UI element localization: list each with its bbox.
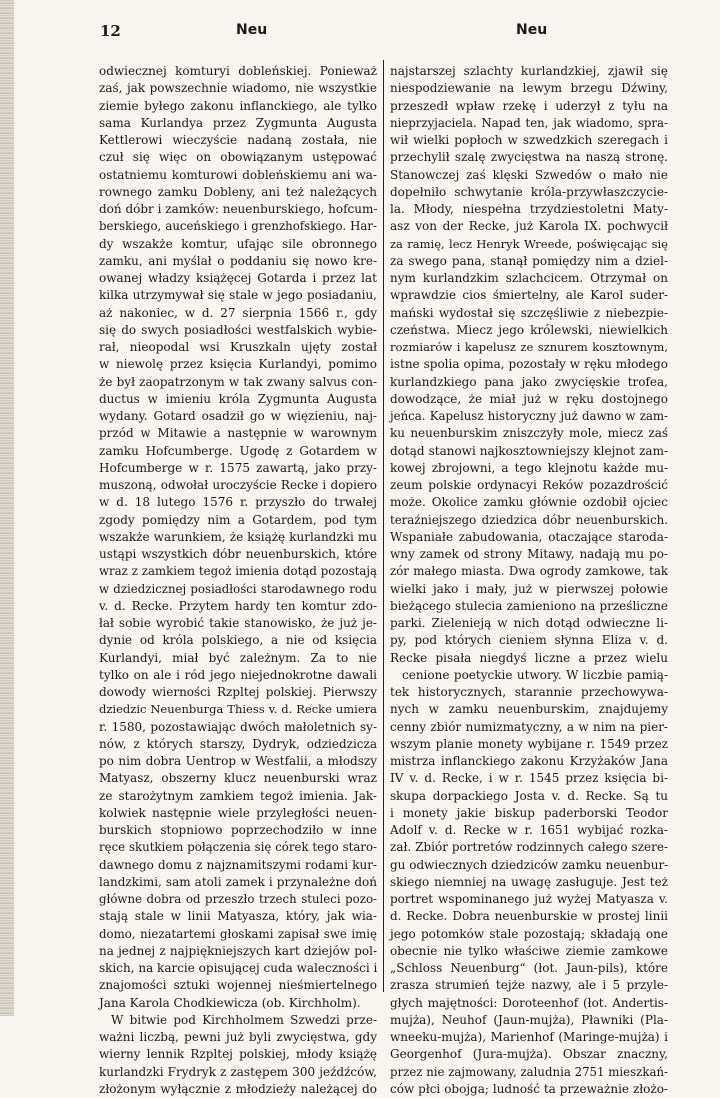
text-line: Stanowczej zaś klęski Szwedów o mało nie: [390, 167, 668, 182]
text-line: berskiego, auceńskiego i grenzhofskiego. Har-: [99, 219, 377, 234]
text-line: Kettlerowi wieczyście nadaną została, nie: [99, 133, 377, 147]
text-line: wydany. Gotard osadził go w więzieniu, naj-: [99, 409, 377, 423]
text-line: d. Recke. Dobra neuenburskie w prostej linii: [390, 909, 668, 924]
text-line: Recke pisała niegdyś liczne a przez wielu: [390, 650, 668, 665]
text-line: wraz z zamkiem tegoż imienia dotąd pozostają: [99, 564, 377, 579]
text-line: asz von der Recke, już Karola IX. pochwycił: [390, 219, 668, 234]
text-line: mujża), Neuhof (Jaun-mujża), Pławniki (Pla-: [390, 1012, 668, 1027]
text-line: i monety jakie biskup paderborski Teodor: [390, 805, 668, 820]
text-line: złożonym wyłącznie z młodzieży należącej do: [99, 1081, 377, 1096]
text-line: dowody wierności Rzpltej polskiej. Pierwszy: [99, 685, 377, 699]
running-head-right: Neu: [516, 22, 548, 38]
text-line: Hofcumberge w r. 1575 zawartą, jako przy-: [99, 460, 377, 475]
text-line: w d. 18 lutego 1576 r. przyszło do trwałej: [99, 495, 377, 510]
text-line: sama Kurlandya przez Zygmunta Augusta: [99, 115, 377, 130]
text-line: portret wspominanego już wyżej Matyasza v.: [390, 892, 668, 906]
text-line: wił wielki popłoch w szwedzkich szeregach i: [390, 133, 668, 147]
text-line: obecnie nie tylko właściwe ziemie zamkowe: [390, 943, 668, 958]
text-line: stają stale w linii Matyasza, który, jak wia-: [99, 909, 377, 924]
text-line: kurlandzki Frydryk z zastępem 300 jeźdźców,: [99, 1064, 377, 1079]
text-line: niespodziewanie na lewym brzegu Dźwiny,: [390, 81, 668, 96]
text-line: za swego pana, stanął pomiędzy nim a dziel-: [390, 253, 668, 268]
text-line: domo, niezatartemi głoskami zapisał swe imię: [99, 926, 377, 941]
text-line: głych majętności: Doroteenhof (łot. Andertis-: [390, 995, 668, 1010]
text-line: „Schloss Neuenburg“ (łot. Jaun-pils), które: [390, 961, 668, 975]
text-line: bieżącego stulecia zamieniono na prześliczne: [390, 598, 668, 613]
text-line: najstarszej szlachty kurlandzkiej, zjawił się: [390, 64, 668, 78]
text-line: wny zamek od strony Mitawy, nadają mu po-: [390, 547, 668, 561]
text-line: nieprzyjaciela. Napad ten, jak wiadomo, spra-: [390, 115, 668, 130]
text-line: owanej władzy książęcej Gotarda i przez lat: [99, 271, 377, 285]
text-line: wszym planie monety wybijane r. 1549 przez: [390, 736, 668, 751]
text-line: istne spolia opima, pozostały w ręku młodego: [390, 357, 668, 372]
text-line: rał, nieopodal wsi Kruszkaln ujęty został: [99, 340, 377, 354]
text-line: mistrza inflanckiego zakonu Krzyżaków Jana: [390, 754, 668, 768]
text-line: ców płci obojga; ludność ta przeważnie złożo-: [390, 1081, 668, 1096]
text-line: znajomości sztuki wojennej nieśmiertelnego: [99, 978, 377, 993]
text-line: dynie od króla polskiego, a nie od księcia: [99, 633, 377, 648]
scanned-page-edge: [0, 0, 14, 1016]
text-line: czeństwa. Miecz jego królewski, niewielkich: [390, 322, 668, 337]
text-line: burskich stopniowo poprzechodziło w inne: [99, 823, 377, 837]
text-line: że był zaopatrzonym w tak zwany salvus con-: [99, 374, 377, 389]
text-line: w dziedzicznej posiadłości starodawnego rodu: [99, 581, 377, 596]
text-line: jeńca. Kapelusz historyczny już dawno w zam-: [390, 409, 668, 423]
running-head-left: Neu: [236, 22, 268, 38]
text-line: nym kurlandzkim szlachcicem. Otrzymał on: [390, 271, 668, 285]
text-line: Adolf v. d. Recke w r. 1651 wybijać rozka-: [390, 823, 668, 837]
text-line: zór małego miasta. Dwa ogrody zamkowe, tak: [390, 564, 668, 579]
text-line: zamku Hofcumberge. Ugodę z Gotardem w: [99, 443, 377, 458]
text-line: zał. Zbiór portretów rodzinnych całego szere-: [390, 840, 668, 855]
text-line: wierny lennik Rzpltej polskiej, młody książę: [99, 1047, 377, 1062]
text-line: dawnego domu z najznamitszymi rodami kur-: [99, 857, 377, 872]
text-line: ustąpi wszystkich dóbr neuenburskich, które: [99, 547, 377, 561]
text-line: cenione poetyckie utwory. W liczbie pamią-: [402, 667, 668, 682]
text-line: nych w zamku neuenburskim, znajdujemy: [390, 702, 668, 717]
text-line: przechylił szalę zwycięstwa na naszą stronę.: [390, 150, 668, 165]
text-line: się do swych posiadłości westfalskich wybie-: [99, 322, 377, 337]
text-line: dziedzic Neuenburga Thiess v. d. Recke umiera: [99, 702, 377, 717]
text-line: Georgenhof (Jura-mujża). Obszar znaczny,: [390, 1047, 668, 1062]
text-line: zamku, ani myślał o poddaniu się nowo kre-: [99, 253, 377, 268]
text-line: kilka utrzymywał się stale w jego posiadaniu,: [99, 288, 377, 303]
text-line: ręce skutkiem połączenia się córek tego staro-: [99, 840, 377, 855]
page-number: 12: [100, 22, 121, 40]
text-line: IV v. d. Recke, i w r. 1545 przez księcia bi-: [390, 771, 668, 786]
text-line: dotąd stanowi najkosztowniejszy klejnot zam-: [390, 443, 668, 458]
text-line: łał sobie wyrobić takie stanowisko, że już je-: [99, 616, 377, 630]
text-line: Wspaniałe zabudowania, otaczające staroda-: [390, 529, 668, 544]
text-line: ziemie byłego zakonu inflanckiego, ale tylko: [99, 98, 377, 113]
text-line: v. d. Recke. Przytem hardy ten komtur zdo-: [99, 598, 377, 613]
text-line: w niewolę przez księcia Kurlandyi, pomimo: [99, 357, 377, 372]
text-line: aż nakoniec, w d. 27 sierpnia 1566 r., gdy: [99, 305, 377, 320]
text-line: nów, z których starszy, Dydryk, odziedzicza: [99, 736, 377, 751]
text-line: odwiecznej komturyi dobleńskiej. Ponieważ: [99, 64, 377, 78]
text-line: wielki jako i mały, już w pierwszej połowie: [390, 581, 668, 596]
text-line: ductus w imieniu króla Zygmunta Augusta: [99, 391, 377, 406]
text-line: wprawdzie cios śmiertelny, ale Karol suder-: [390, 288, 668, 303]
text-line: skiego niemniej na uwagę zasługuje. Jest też: [390, 874, 668, 889]
text-line: wszakże warunkiem, że książę kurlandzki mu: [99, 529, 377, 544]
text-line: rownego zamku Dobleny, ani też należących: [99, 184, 377, 199]
text-line: Kurlandyi, miał być zależnym. Za to nie: [99, 650, 377, 665]
text-line: zeum polskie ordynacyi Reków pozazdrościć: [390, 478, 668, 492]
text-line: przód w Mitawie a następnie w warownym: [99, 426, 377, 441]
text-line: r. 1580, pozostawiając dwóch małoletnich sy-: [99, 719, 377, 734]
text-line: kurlandzkiego pana jako zwycięskie trofea,: [390, 374, 668, 389]
text-line: dowodzące, że miał już w ręku dostojnego: [390, 391, 668, 406]
text-line: tek historycznych, starannie przechowywa-: [390, 685, 668, 699]
text-line: na jednej z najpiękniejszych kart dziejów pol-: [99, 943, 377, 958]
text-line: mański wydostał się szczęśliwie z niebezpie-: [390, 305, 668, 320]
page-header: [100, 22, 680, 46]
text-line: kolwiek następnie wiele przyległości neuen-: [99, 805, 377, 820]
text-line: skich, na karcie opisującej cuda waleczności i: [99, 961, 378, 975]
text-line: W bitwie pod Kirchholmem Szwedzi prze-: [111, 1012, 377, 1027]
text-line: po nim dobra Uentrop w Westfalii, a młodszy: [99, 754, 377, 768]
text-line: gu odwiecznych dziedziców zamku neuenbur-: [390, 857, 669, 872]
left-text-column: [99, 63, 378, 1096]
text-line: główne dobra od przeszło trzech stuleci pozo-: [99, 892, 377, 906]
text-line: ważni liczbą, pewni już byli zwycięstwa, gdy: [99, 1030, 377, 1044]
text-line: dy wszakże komtur, ufając sile obronnego: [99, 236, 377, 251]
text-line: czuł się więc on obowiązanym ustępować: [99, 150, 377, 165]
column-divider: [383, 60, 384, 992]
text-line: zrasza strumień tejże nazwy, ale i 5 przyle-: [390, 978, 668, 993]
text-line: przeszedł wpław rzekę i uderzył z tyłu na: [390, 98, 668, 113]
text-line: landzkimi, sam atoli zamek i przynależne doń: [99, 874, 377, 889]
text-line: ostatniemu komturowi dobleńskiemu ani wa-: [99, 167, 377, 182]
text-line: doń dóbr i zamków: neuenburskiego, hofcum-: [99, 202, 378, 216]
text-line: przez nie zajmowany, zaludnia 2751 mieszkań-: [390, 1064, 668, 1079]
text-line: ze starożytnym zamkiem tegoż imienia. Jak-: [99, 788, 377, 803]
text-line: jego potomków stale pozostają; składają one: [390, 926, 668, 941]
text-line: la. Młody, niespełna trzydziestoletni Maty-: [390, 202, 668, 216]
text-line: Matyasz, obszerny klucz neuenburski wraz: [99, 771, 377, 786]
text-line: kowej zbrojowni, a tego klejnotu każde mu-: [390, 460, 668, 475]
text-line: skupa dorpackiego Josta v. d. Recke. Są tu: [390, 788, 668, 803]
text-line: parki. Zielenieją w nich dotąd odwieczne li-: [390, 616, 668, 630]
right-text-column: [390, 63, 669, 1096]
text-line: teraźniejszego dziedzica dóbr neuenburskich.: [390, 512, 668, 527]
text-line: Jana Karola Chodkiewicza (ob. Kirchholm).: [99, 995, 361, 1010]
text-line: zaś, jak powszechnie wiadomo, nie wszystkie: [99, 81, 377, 96]
text-line: py, pod których cieniem słynna Eliza v. d.: [390, 633, 668, 648]
text-line: może. Okolice zamku głównie ozdobił ojciec: [390, 495, 668, 510]
text-line: cenny zbiór numizmatyczny, a w nim na pier-: [390, 719, 668, 734]
text-line: rozmiarów i kapelusz ze sznurem kosztownym,: [390, 340, 668, 354]
text-line: wneeku-mujża), Marienhof (Maringe-mujża) i: [390, 1030, 668, 1044]
text-line: dopełniło schwytanie króla-przywłaszczycie-: [390, 184, 668, 199]
text-line: zgody pomiędzy nim a Gotardem, pod tym: [99, 512, 377, 527]
text-line: muszoną, odwołał uroczyście Recke i dopiero: [99, 478, 377, 492]
text-line: za ramię, lecz Henryk Wreede, poświęcając się: [390, 236, 668, 251]
text-line: ku neuenburskim zniszczyły mole, miecz zaś: [390, 426, 668, 441]
text-line: tylko on ale i ród jego niejednokrotne dawali: [99, 667, 377, 682]
